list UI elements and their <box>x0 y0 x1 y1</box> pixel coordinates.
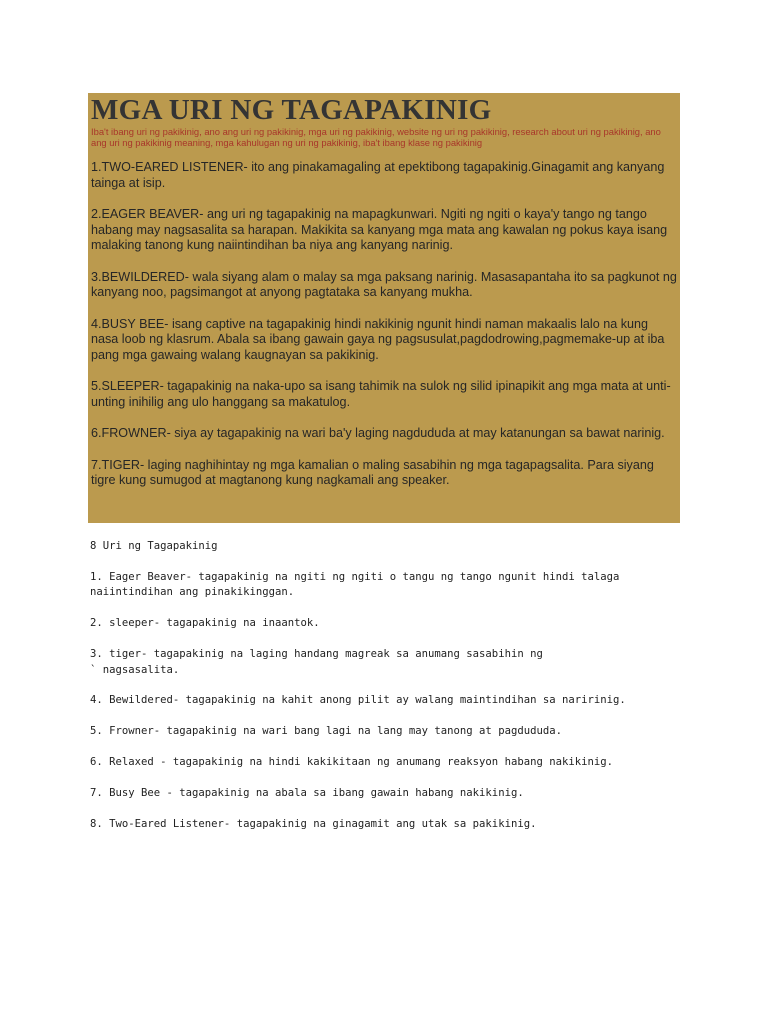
list-item: 5. Frowner- tagapakinig na wari bang lagi na lang may tanong at pagdududa. <box>90 725 562 738</box>
list-item: 1. Eager Beaver- tagapakinig na ngiti ng ngiti o tangu ng tango ngunit hindi talaga naiintindihan ang pinakikinggan. <box>90 570 620 599</box>
list-item: 7.TIGER- laging naghihintay ng mga kamalian o maling sasabihin ng mga tagapagsalita. Para siyang tigre kung sumugod at magtanong kung nagkamali ang speaker. <box>91 457 654 488</box>
list-item: 2. sleeper- tagapakinig na inaantok. <box>90 617 320 630</box>
list-item: 5.SLEEPER- tagapakinig na naka-upo sa isang tahimik na sulok ng silid ipinapikit ang mga mata at unti-unting inihilig ang ulo hanggang sa makatulog. <box>91 379 671 409</box>
section-heading: 8 Uri ng Tagapakinig <box>90 540 218 552</box>
list-item: 7. Busy Bee - tagapakinig na abala sa ibang gawain habang nakikinig. <box>90 787 524 800</box>
subtitle-keywords: Iba't ibang uri ng pakikinig, ano ang uri ng pakikinig, mga uri ng pakikinig, website ng uri ng pakikinig, research about uri ng pakikinig, ano ang uri ng pakikinig meaning, mga kahulugan ng uri ng pakikinig, iba't ibang klase ng pakikinig <box>91 126 661 148</box>
list-item: 6. Relaxed - tagapakinig na hindi kakikitaan ng anumang reaksyon habang nakikinig. <box>90 756 613 769</box>
page-title: MGA URI NG TAGAPAKINIG <box>91 94 492 126</box>
list-item: 4. Bewildered- tagapakinig na kahit anong pilit ay walang maintindihan sa naririnig. <box>90 694 626 707</box>
list-item: 2.EAGER BEAVER- ang uri ng tagapakinig na mapagkunwari. Ngiti ng ngiti o kaya'y tango ng tango habang may nagsasalita sa harapan. Makikita sa kanyang mga mata ang kawalan ng pokus kaya isang malaking tanong kung naiintindihan ba niya ang kanyang narinig. <box>91 206 668 253</box>
plain-text-section <box>90 539 690 848</box>
list-item: 8. Two-Eared Listener- tagapakinig na ginagamit ang utak sa pakikinig. <box>90 818 537 831</box>
list-item: 3.BEWILDERED- wala siyang alam o malay sa mga paksang narinig. Masasapantaha ito sa pagkunot ng kanyang noo, pagsimangot at anyong pagtataka sa kanyang mukha. <box>91 269 677 300</box>
list-item: 4.BUSY BEE- isang captive na tagapakinig hindi nakikinig ngunit hindi naman makaalis lalo na kung nasa loob ng klasrum. Abala sa ibang gawain gaya ng pagsusulat,pagdodrowing,pagmemake-up at iba pang mga gawaing walang kaugnayan sa pakikinig. <box>91 316 665 362</box>
list-item: 3. tiger- tagapakinig na laging handang magreak sa anumang sasabihin ng ` nagsasalita. <box>90 648 543 676</box>
list-item: 6.FROWNER- siya ay tagapakinig na wari ba'y laging nagdududa at may katanungan sa bawat narinig. <box>91 426 665 441</box>
header-image-box <box>88 93 680 523</box>
listener-types-list <box>91 160 680 489</box>
list-item: 1.TWO-EARED LISTENER- ito ang pinakamagaling at epektibong tagapakinig.Ginagamit ang kanyang tainga at isip. <box>91 160 665 190</box>
